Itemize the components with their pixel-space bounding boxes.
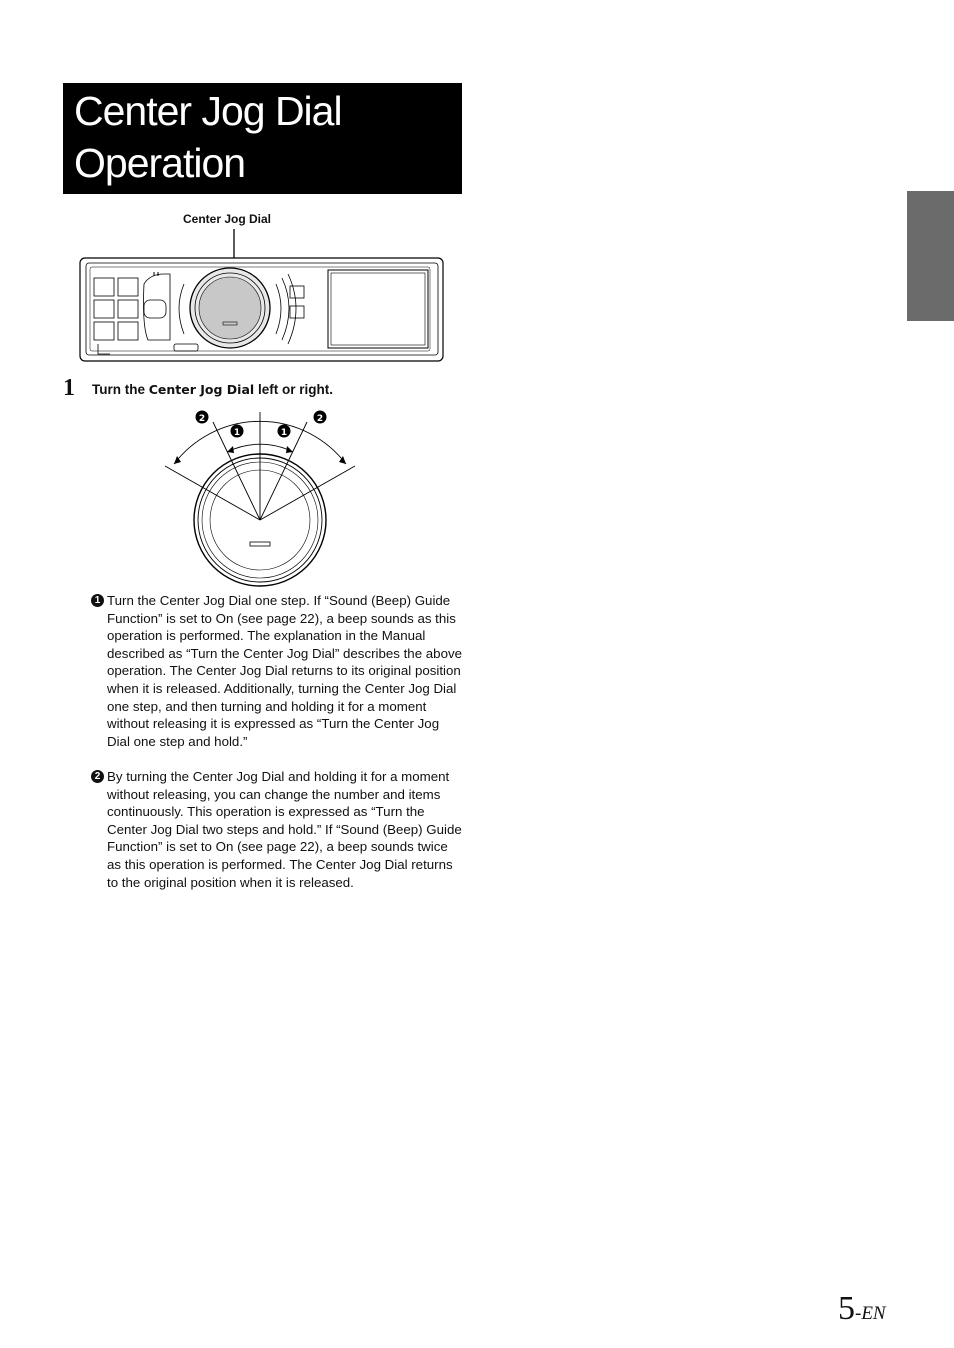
note-marker: 2	[91, 770, 104, 783]
step-text-after: left or right.	[254, 382, 333, 397]
note-item-2	[91, 768, 463, 891]
marker-2-left	[196, 411, 209, 425]
page-title: Center Jog Dial Operation	[74, 88, 342, 186]
dial-rotation-diagram	[160, 404, 360, 594]
marker-label: 1	[233, 428, 241, 438]
note-text: Turn the Center Jog Dial one step. If “Sound (Beep) Guide Function” is set to On (see page 22), a beep sounds as this operation is performed. The explanation in the Manual described as “Turn the Center Jog Dial” describes the above operation. The Center Jog Dial returns to its original position when it is released. Additionally, turning the Center Jog Dial one step, and then turning and holding it for a moment without releasing it is expressed as “Turn the Center Jog Dial one step and hold.”	[107, 593, 463, 749]
marker-label: 1	[280, 428, 288, 438]
step-text-before: Turn the	[92, 382, 149, 397]
jog-dial-knob	[199, 277, 261, 339]
step-instruction	[92, 382, 333, 397]
rotation-guide-lines	[165, 412, 355, 520]
marker-2-right	[314, 411, 327, 425]
marker-1-left	[231, 425, 244, 439]
section-title-banner	[63, 83, 462, 194]
marker-label: 2	[198, 414, 206, 424]
callout-label-center-jog-dial: Center Jog Dial	[183, 212, 272, 226]
page-number-suffix: -EN	[855, 1303, 886, 1324]
step-number: 1	[63, 375, 75, 401]
step-text-emphasis: Center Jog Dial	[148, 382, 255, 397]
head-unit-illustration	[78, 226, 446, 364]
marker-1-right	[278, 425, 291, 439]
note-item-1	[91, 592, 463, 750]
marker-label: 2	[316, 414, 324, 424]
note-marker: 1	[91, 594, 104, 607]
page-number-value: 5	[838, 1290, 855, 1327]
section-side-tab	[907, 191, 954, 321]
page-number	[838, 1290, 886, 1328]
note-text: By turning the Center Jog Dial and holding it for a moment without releasing, you can change the number and items continuously. This operation is expressed as “Turn the Center Jog Dial two steps and hold.” If “Sound (Beep) Guide Function” is set to On (see page 22), a beep sounds twice as this operation is performed. The Center Jog Dial returns to the original position when it is released.	[107, 769, 462, 890]
